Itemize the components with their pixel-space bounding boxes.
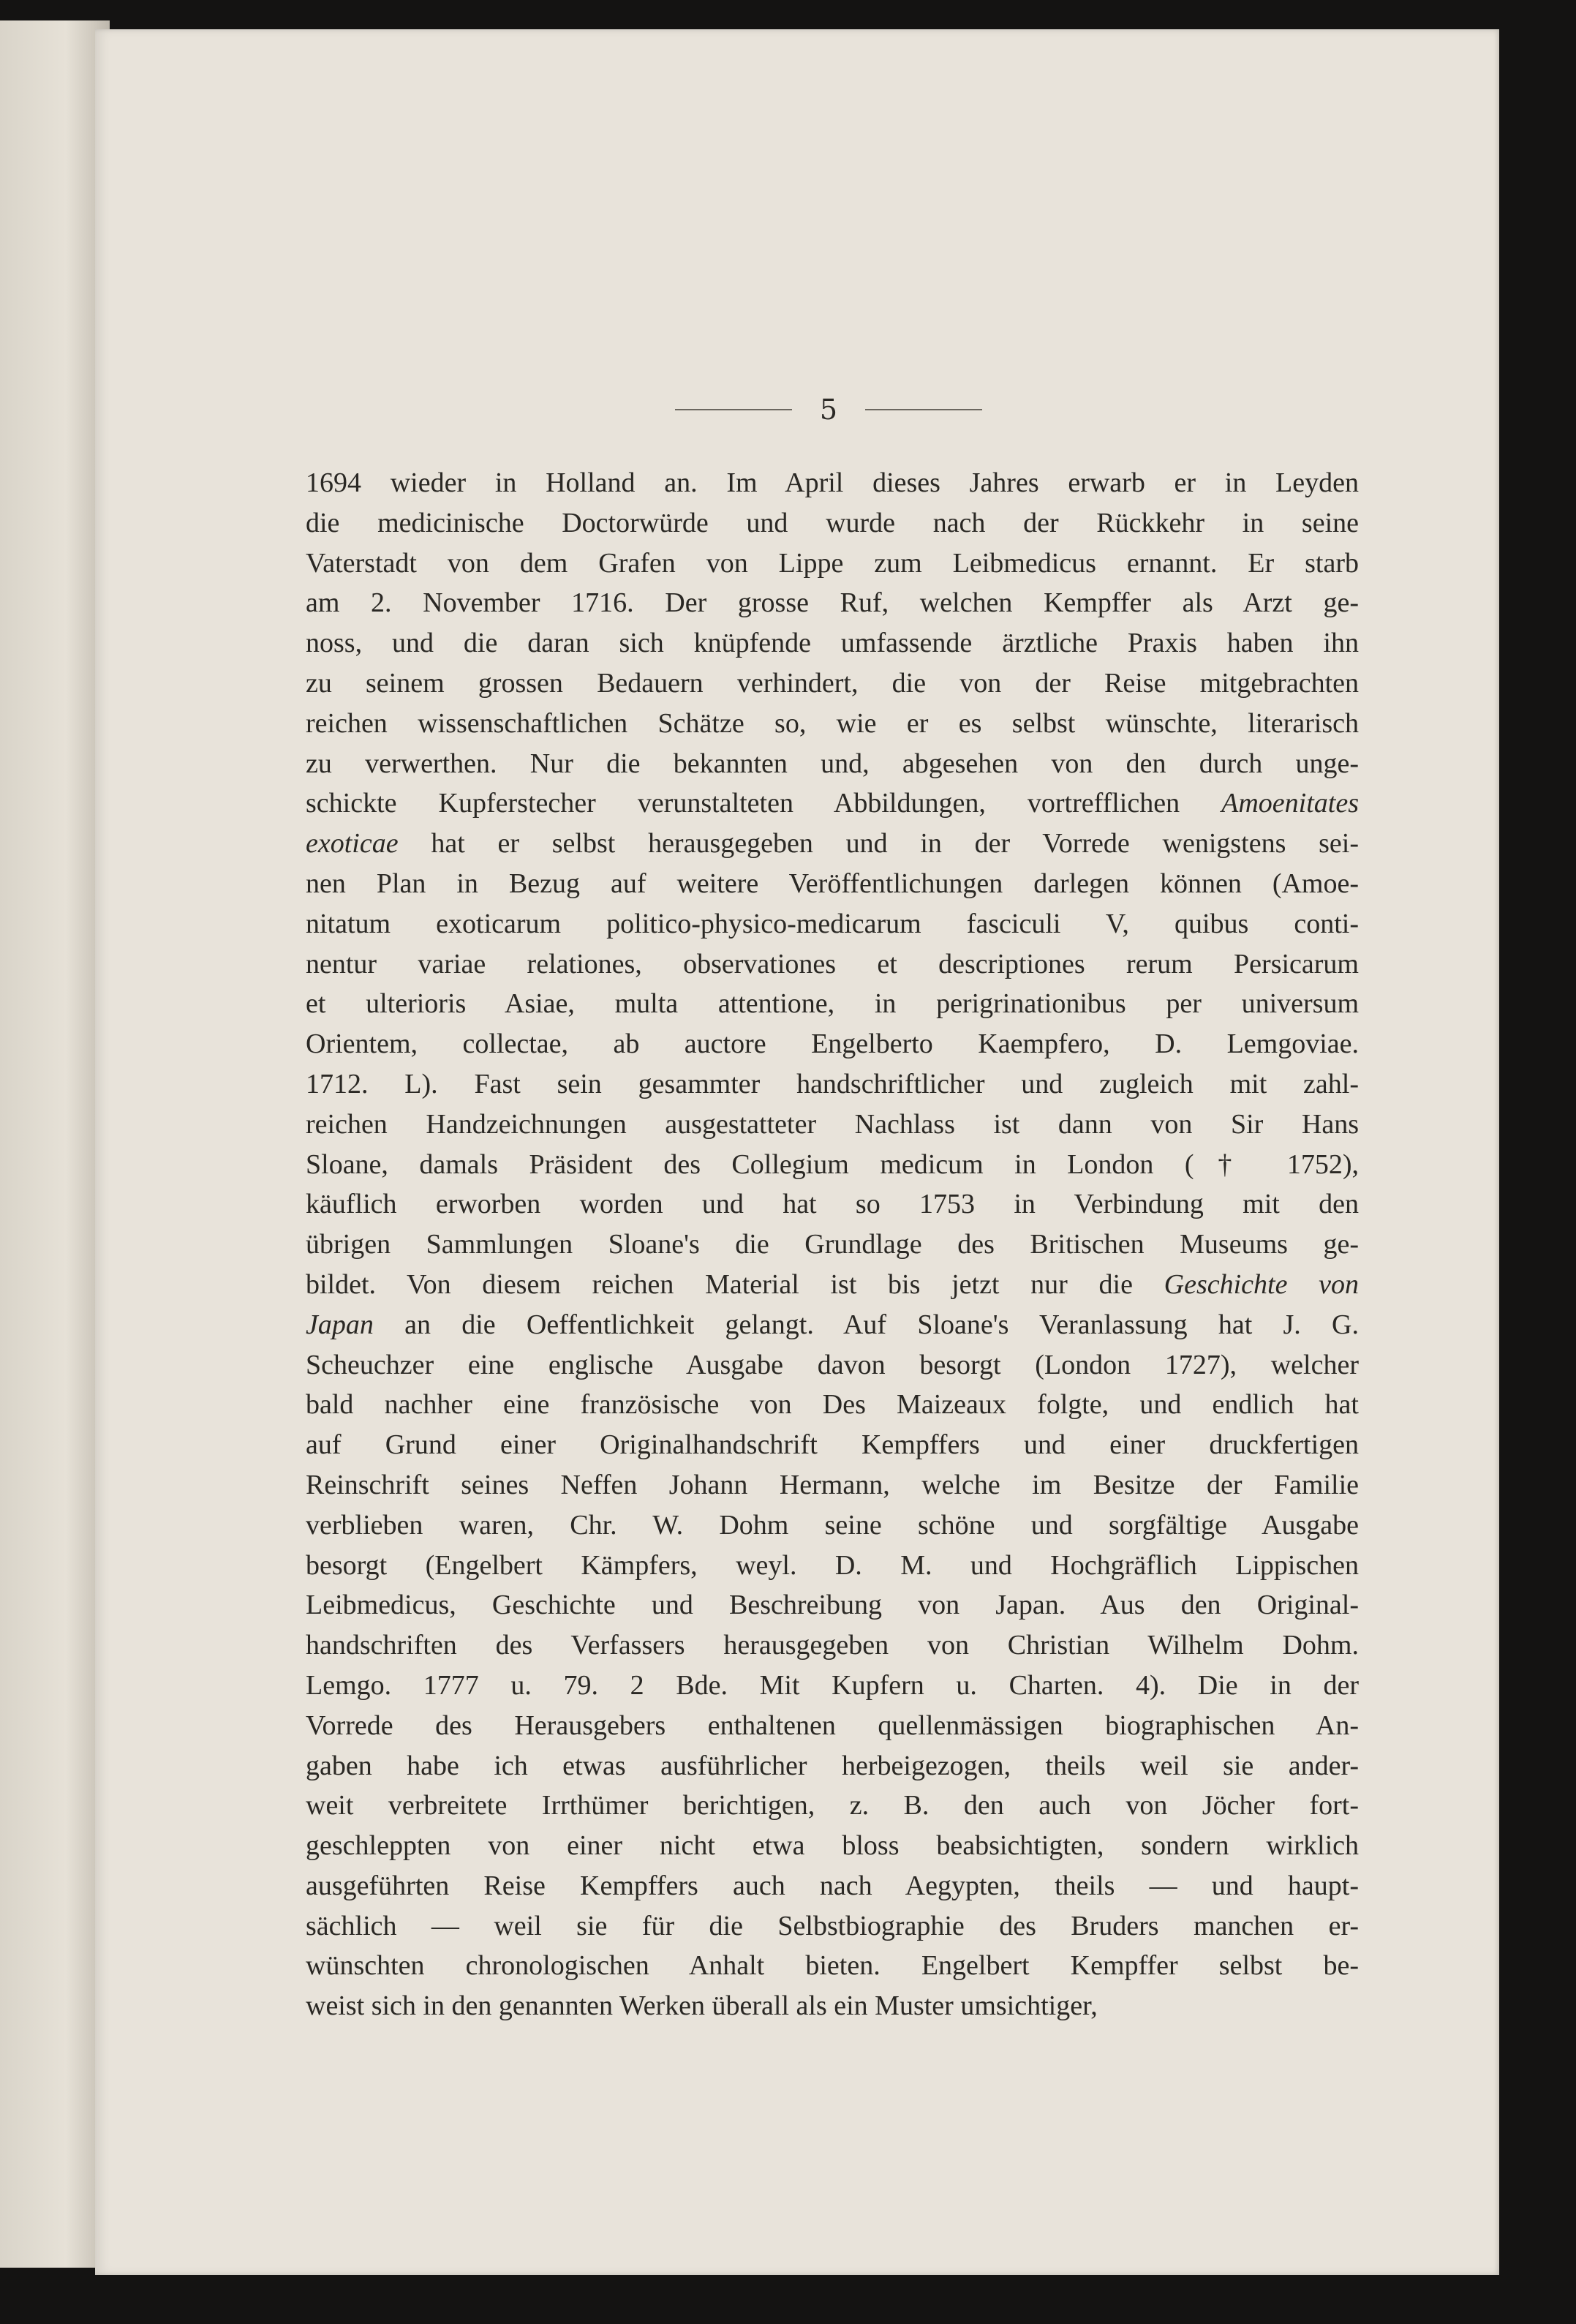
text-line: sächlich — weil sie für die Selbstbiographie des Bruders manchen er-	[306, 1910, 1359, 1941]
text-line: reichen Handzeichnungen ausgestatteter Nachlass ist dann von Sir Hans	[306, 1108, 1359, 1140]
text-line	[306, 824, 1359, 864]
italic-title: Amoenitates	[1221, 788, 1360, 819]
text-line: verblieben waren, Chr. W. Dohm seine schöne und sorgfältige Ausgabe	[306, 1509, 1359, 1541]
text-line: Orientem, collectae, ab auctore Engelberto Kaempfero, D. Lemgoviae.	[306, 1028, 1359, 1060]
page-number: 5	[819, 394, 838, 426]
text-line: reichen wissenschaftlichen Schätze so, wie er es selbst wünschte, literarisch	[306, 707, 1359, 739]
text-line: 1694 wieder in Holland an. Im April dieses Jahres erwarb er in Leyden	[306, 467, 1359, 498]
text-line: geschleppten von einer nicht etwa bloss beabsichtigten, sondern wirklich	[306, 1830, 1359, 1862]
text-line: weist sich in den genannten Werken überall als ein Muster umsichtiger,	[306, 1990, 1098, 2022]
text-segment: hat er selbst herausgegeben und in der Vorrede wenigstens sei-	[398, 828, 1359, 860]
italic-title: exoticae	[306, 828, 399, 860]
text-line: bald nachher eine französische von Des Maizeaux folgte, und endlich hat	[306, 1389, 1359, 1421]
text-line: Reinschrift seines Neffen Johann Hermann, welche im Besitze der Familie	[306, 1469, 1359, 1500]
text-line: handschriften des Verfassers herausgegeben von Christian Wilhelm Dohm.	[306, 1630, 1359, 1661]
text-line: nitatum exoticarum politico-physico-medicarum fasciculi V, quibus conti-	[306, 908, 1359, 939]
text-line: nen Plan in Bezug auf weitere Veröffentlichungen darlegen können (Amoe-	[306, 868, 1359, 899]
page-header	[657, 394, 1000, 426]
text-line: ausgeführten Reise Kempffers auch nach Aegypten, theils — und haupt-	[306, 1870, 1359, 1901]
body-text	[306, 463, 1359, 2026]
text-line: Sloane, damals Präsident des Collegium medicum in London († 1752),	[306, 1148, 1359, 1180]
text-line: Vaterstadt von dem Grafen von Lippe zum Leibmedicus ernannt. Er starb	[306, 547, 1359, 579]
text-line: besorgt (Engelbert Kämpfers, weyl. D. M. und Hochgräflich Lippischen	[306, 1549, 1359, 1581]
text-line: übrigen Sammlungen Sloane's die Grundlage des Britischen Museums ge-	[306, 1229, 1359, 1260]
text-line: nentur variae relationes, observationes et descriptiones rerum Persicarum	[306, 948, 1359, 979]
header-rule-right	[865, 409, 982, 410]
text-line: die medicinische Doctorwürde und wurde nach der Rückkehr in seine	[306, 507, 1359, 538]
text-line: auf Grund einer Originalhandschrift Kempffers und einer druckfertigen	[306, 1429, 1359, 1461]
text-segment: bildet. Von diesem reichen Material ist bis jetzt nur die	[306, 1268, 1133, 1300]
text-line	[306, 783, 1359, 824]
text-line: et ulterioris Asiae, multa attentione, in perigrinationibus per universum	[306, 988, 1359, 1020]
italic-title: Japan	[306, 1309, 374, 1340]
text-line: käuflich erworben worden und hat so 1753 in Verbindung mit den	[306, 1189, 1359, 1220]
text-line: zu seinem grossen Bedauern verhindert, die von der Reise mitgebrachten	[306, 667, 1359, 699]
header-rule-left	[675, 409, 792, 410]
text-line: am 2. November 1716. Der grosse Ruf, welchen Kempffer als Arzt ge-	[306, 587, 1359, 619]
italic-title: Geschichte von	[1164, 1268, 1360, 1300]
text-line: Lemgo. 1777 u. 79. 2 Bde. Mit Kupfern u. Charten. 4). Die in der	[306, 1669, 1359, 1701]
text-line	[306, 1305, 1359, 1345]
text-segment: schickte Kupferstecher verunstalteten Abbildungen, vortrefflichen	[306, 788, 1180, 819]
text-line: gaben habe ich etwas ausführlicher herbeigezogen, theils weil sie ander-	[306, 1750, 1359, 1781]
text-line: zu verwerthen. Nur die bekannten und, abgesehen von den durch unge-	[306, 748, 1359, 779]
text-line: Leibmedicus, Geschichte und Beschreibung von Japan. Aus den Original-	[306, 1590, 1359, 1621]
text-line: noss, und die daran sich knüpfende umfassende ärztliche Praxis haben ihn	[306, 628, 1359, 659]
text-line: wünschten chronologischen Anhalt bieten. Engelbert Kempffer selbst be-	[306, 1950, 1359, 1982]
text-line: weit verbreitete Irrthümer berichtigen, z. B. den auch von Jöcher fort-	[306, 1790, 1359, 1821]
text-line: 1712. L). Fast sein gesammter handschriftlicher und zugleich mit zahl-	[306, 1068, 1359, 1099]
text-line: Scheuchzer eine englische Ausgabe davon besorgt (London 1727), welcher	[306, 1349, 1359, 1380]
text-line: Vorrede des Herausgebers enthaltenen quellenmässigen biographischen An-	[306, 1710, 1359, 1741]
facing-page-edge	[0, 20, 110, 2268]
text-segment: an die Oeffentlichkeit gelangt. Auf Sloane's Veranlassung hat J. G.	[373, 1309, 1359, 1340]
text-line	[306, 1265, 1359, 1305]
